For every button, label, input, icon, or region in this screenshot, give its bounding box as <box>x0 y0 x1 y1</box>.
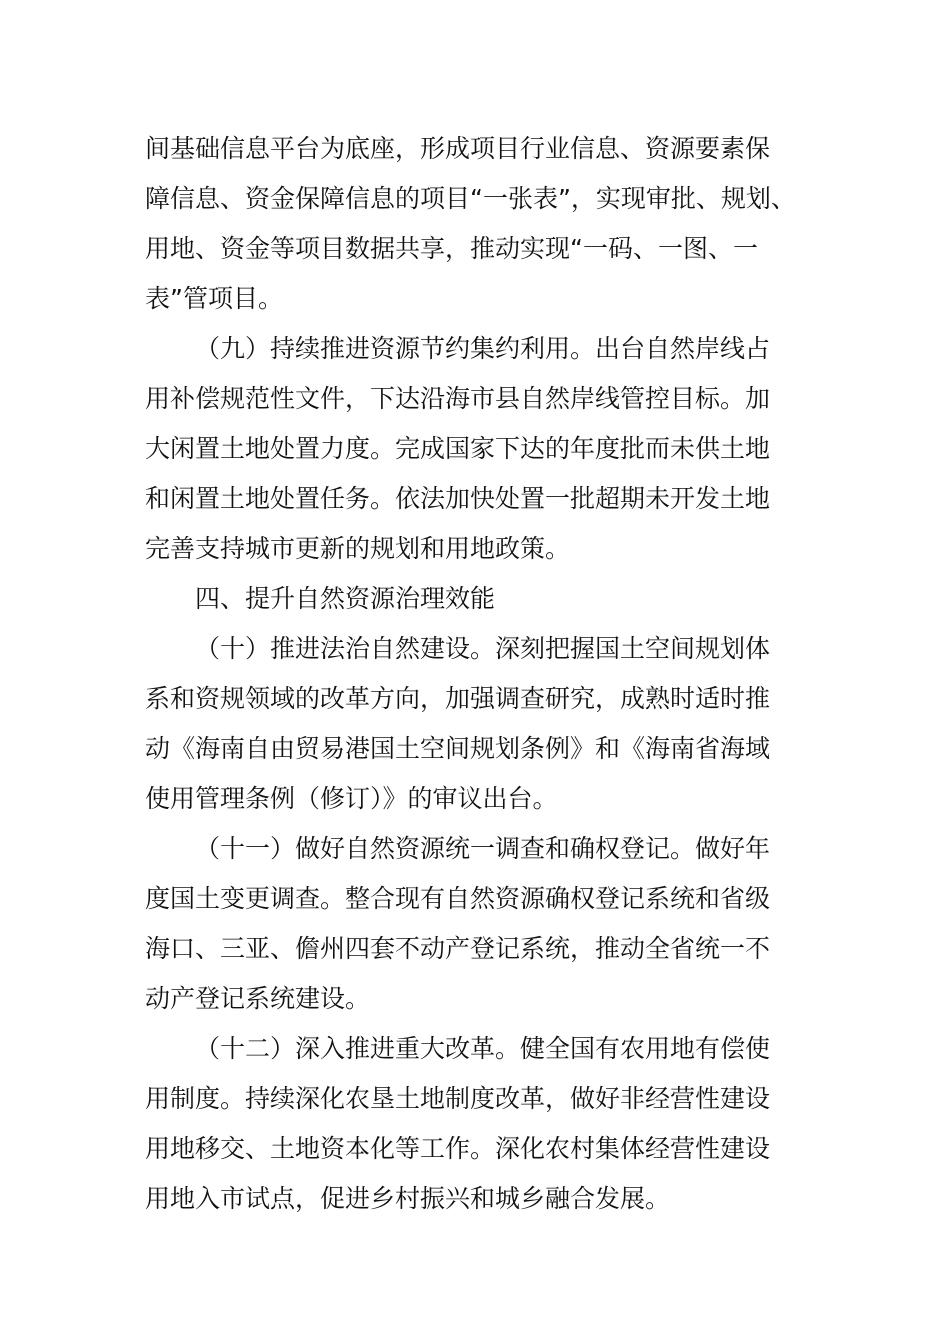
text-line: 使用管理条例（修订）》的审议出台。 <box>145 784 558 813</box>
text-line: 动《海南自由贸易港国土空间规划条例》和《海南省海域 <box>145 734 771 763</box>
text-line: 和闲置土地处置任务。依法加快处置一批超期未开发土地 <box>145 484 771 513</box>
text-line: 用地、资金等项目数据共享，推动实现“一码、一图、一 <box>145 234 758 263</box>
text-line: 用地入市试点，促进乡村振兴和城乡融合发展。 <box>145 1184 671 1213</box>
text-line: 动产登记系统建设。 <box>145 984 371 1013</box>
chapter-4-heading: 四、提升自然资源治理效能 <box>195 584 496 613</box>
text-line: 系和资规领域的改革方向，加强调查研究，成熟时适时推 <box>145 684 771 713</box>
section-12-heading-line: （十二）深入推进重大改革。健全国有农用地有偿使 <box>195 1034 771 1063</box>
section-9-heading-line: （九）持续推进资源节约集约利用。出台自然岸线占 <box>195 334 771 363</box>
section-11-heading-line: （十一）做好自然资源统一调查和确权登记。做好年 <box>195 834 771 863</box>
text-line: 度国土变更调查。整合现有自然资源确权登记系统和省级 <box>145 884 771 913</box>
text-line: 用补偿规范性文件，下达沿海市县自然岸线管控目标。加 <box>145 384 771 413</box>
text-line: 用地移交、土地资本化等工作。深化农村集体经营性建设 <box>145 1134 771 1163</box>
text-line: 间基础信息平台为底座，形成项目行业信息、资源要素保 <box>145 134 771 163</box>
text-line: 用制度。持续深化农垦土地制度改革，做好非经营性建设 <box>145 1084 771 1113</box>
text-line: 大闲置土地处置力度。完成国家下达的年度批而未供土地 <box>145 434 771 463</box>
text-line: 完善支持城市更新的规划和用地政策。 <box>145 534 571 563</box>
text-line: 海口、三亚、儋州四套不动产登记系统，推动全省统一不 <box>145 934 771 963</box>
text-line: 表”管项目。 <box>145 284 283 313</box>
text-line: 障信息、资金保障信息的项目“一张表”，实现审批、规划、 <box>145 184 796 213</box>
section-10-heading-line: （十）推进法治自然建设。深刻把握国土空间规划体 <box>195 634 771 663</box>
